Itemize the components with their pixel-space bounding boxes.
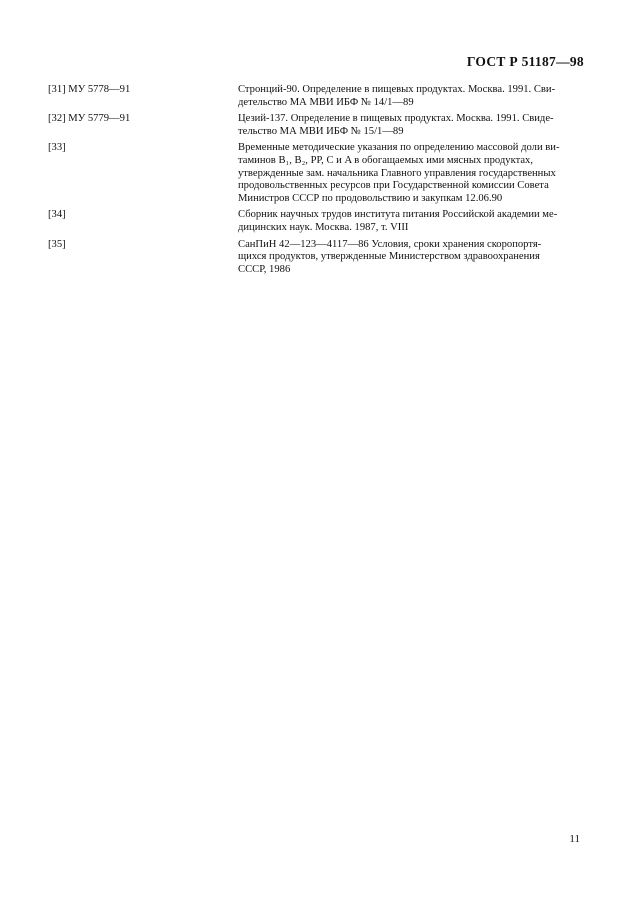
page-number: 11 [569,833,580,845]
reference-text [238,84,582,109]
reference-text [238,209,582,234]
reference-text [238,113,582,138]
reference-line: СанПиН 42—123—4117—86 Условия, сроки хранения скоропортя- [238,238,542,250]
reference-code: [32] МУ 5779—91 [48,113,131,125]
reference-line: таминов B₁, B₂, PP, C и A в обогащаемых ими мясных продуктах, [238,154,533,166]
reference-item [48,84,582,109]
reference-item [48,113,582,138]
reference-list [48,84,582,280]
reference-line: утвержденные зам. начальника Главного управления государственных [238,167,556,179]
reference-line: детельство МА МВИ ИБФ № 14/1—89 [238,96,414,108]
document-header: ГОСТ Р 51187—98 [466,54,584,69]
reference-line: Министров СССР по продовольствию и закупкам 12.06.90 [238,192,503,204]
reference-line: дицинских наук. Москва. 1987, т. VIII [238,221,409,233]
reference-line: СССР, 1986 [238,263,291,275]
reference-code: [33] [48,142,66,154]
reference-text [238,239,582,277]
reference-item [48,239,582,277]
reference-line: щихся продуктов, утвержденные Министерством здравоохранения [238,251,540,263]
reference-line: тельство МА МВИ ИБФ № 15/1—89 [238,125,404,137]
reference-code: [31] МУ 5778—91 [48,84,131,95]
reference-item [48,142,582,205]
reference-line: Цезий-137. Определение в пищевых продуктах. Москва. 1991. Свиде- [238,113,554,125]
reference-line: Стронций-90. Определение в пищевых продуктах. Москва. 1991. Сви- [238,84,556,95]
reference-code: [35] [48,238,66,250]
reference-line: Временные методические указания по определению массовой доли ви- [238,142,560,154]
reference-line: продовольственных ресурсов при Государственной комиссии Совета [238,180,549,192]
reference-line: Сборник научных трудов института питания Российской академии ме- [238,209,558,221]
reference-item [48,209,582,234]
reference-text [238,142,582,205]
reference-code: [34] [48,209,66,221]
